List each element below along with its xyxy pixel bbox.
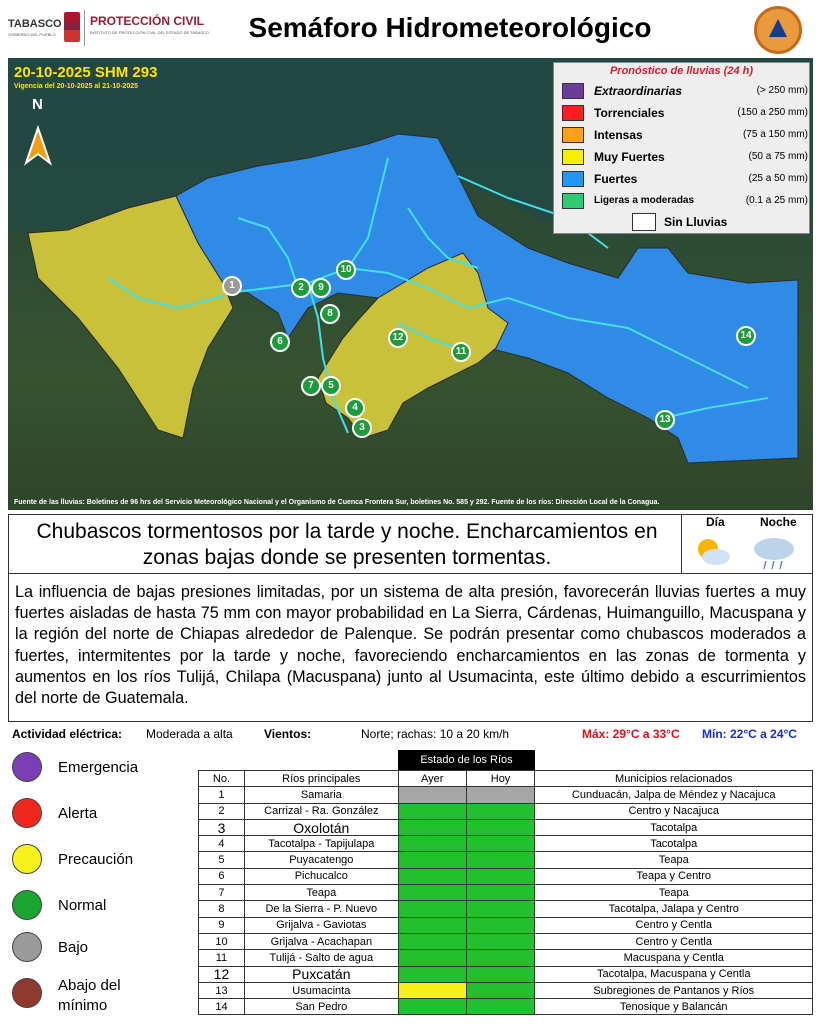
tabasco-logo-mark xyxy=(64,12,80,42)
civil-protection-seal-icon xyxy=(754,6,802,54)
wind-label: Vientos: xyxy=(264,727,312,741)
legend-item-fuertes xyxy=(562,169,808,189)
legend-swatch xyxy=(632,213,656,231)
table-row xyxy=(199,999,813,1015)
river-name-cell: Pichucalco xyxy=(244,868,398,884)
col-header-today: Hoy xyxy=(466,771,535,787)
status-today-cell xyxy=(466,982,535,998)
river-marker-5: 5 xyxy=(321,376,341,396)
river-number-cell: 8 xyxy=(199,901,245,917)
river-name-cell: San Pedro xyxy=(244,999,398,1015)
status-label: Bajo xyxy=(58,939,89,956)
status-yesterday-cell xyxy=(398,999,466,1015)
status-yesterday-cell xyxy=(398,819,466,835)
status-today-cell xyxy=(466,787,535,803)
status-yesterday-cell xyxy=(398,901,466,917)
status-dot xyxy=(12,844,42,874)
legend-swatch xyxy=(562,127,584,143)
river-name-cell: Oxolotán xyxy=(244,819,398,835)
river-name-cell: Puxcatán xyxy=(244,966,398,982)
river-marker-4: 4 xyxy=(345,398,365,418)
sun-cloud-icon xyxy=(698,539,730,565)
legend-range: (25 a 50 mm) xyxy=(748,173,808,184)
electric-activity-value: Moderada a alta xyxy=(146,727,233,741)
legend-label: Sin Lluvias xyxy=(664,215,728,229)
proteccion-civil-logo xyxy=(90,14,210,35)
legend-label: Ligeras a moderadas xyxy=(594,195,695,206)
status-yesterday-cell xyxy=(398,803,466,819)
status-label: Alerta xyxy=(58,805,98,822)
status-today-cell xyxy=(466,819,535,835)
status-yesterday-cell xyxy=(398,917,466,933)
table-row xyxy=(199,950,813,966)
river-name-cell: Usumacinta xyxy=(244,982,398,998)
river-status-table xyxy=(198,770,813,1015)
status-today-cell xyxy=(466,966,535,982)
proteccion-civil-logo-subtext: INSTITUTO DE PROTECCIÓN CIVIL DEL ESTADO DE TABASCO xyxy=(90,30,209,35)
river-number-cell: 4 xyxy=(199,836,245,852)
table-row xyxy=(199,787,813,803)
municipalities-cell: Teapa xyxy=(535,852,813,868)
status-label: Emergencia xyxy=(58,759,139,776)
legend-swatch xyxy=(562,149,584,165)
bulletin-id: 20-10-2025 SHM 293 xyxy=(14,64,158,81)
legend-swatch xyxy=(562,83,584,99)
table-row xyxy=(199,868,813,884)
table-row xyxy=(199,933,813,949)
legend-label: Torrenciales xyxy=(594,106,665,120)
river-marker-2: 2 xyxy=(291,278,311,298)
status-label: Normal xyxy=(58,897,107,914)
forecast-description: La influencia de bajas presiones limitadas, por un sistema de alta presión, favorecerán lluvias fuertes a muy fuertes aisladas de hasta 75 mm con mayor probabilidad en La Sierra, Cárdenas, Huimanguillo, Macuspana y la región del norte de Chiapas alrededor de Palenque. Se podrán presentar como chubascos moderados a fuertes, intermitentes por la tarde y noche, favoreciendo encharcamientos en las zonas de tormenta y aumentos en los ríos Tulijá, Chilapa (Macuspana) junto al Usumacinta, este último debido a escurrimientos del norte de Guatemala. xyxy=(8,574,813,722)
river-number-cell: 10 xyxy=(199,933,245,949)
municipalities-cell: Centro y Centla xyxy=(535,933,813,949)
status-yesterday-cell xyxy=(398,868,466,884)
municipalities-cell: Teapa xyxy=(535,885,813,901)
forecast-summary: Chubascos tormentosos por la tarde y noche. Encharcamientos en zonas bajas donde se presenten tormentas. xyxy=(36,520,658,569)
table-row xyxy=(199,803,813,819)
river-marker-13: 13 xyxy=(655,410,675,430)
legend-range: (0.1 a 25 mm) xyxy=(745,195,808,206)
table-header-row xyxy=(199,771,813,787)
legend-item-torrenciales xyxy=(562,103,808,123)
status-yesterday-cell xyxy=(398,885,466,901)
status-dot xyxy=(12,978,42,1008)
legend-item-intensas xyxy=(562,125,808,145)
river-number-cell: 7 xyxy=(199,885,245,901)
municipalities-cell: Tacotalpa xyxy=(535,836,813,852)
map-source-note: Fuente de las lluvias: Boletines de 96 hrs del Servicio Meteorológico Nacional y el Organismo de Cuenca Frontera Sur, boletines No. 585 y 292. Fuente de los ríos: Dirección Local de la Conagua. xyxy=(14,499,660,506)
river-marker-9: 9 xyxy=(311,278,331,298)
river-number-cell: 2 xyxy=(199,803,245,819)
rain-legend-title: Pronóstico de lluvias (24 h) xyxy=(609,65,754,77)
tabasco-logo-subtext: GOBIERNO DEL PUEBLO xyxy=(8,32,56,37)
river-status-title: Estado de los Ríos xyxy=(398,750,535,770)
legend-range: (75 a 150 mm) xyxy=(742,129,808,140)
river-number-cell: 5 xyxy=(199,852,245,868)
river-number-cell: 12 xyxy=(199,966,245,982)
river-name-cell: Teapa xyxy=(244,885,398,901)
validity-period: Vigencia del 20-10-2025 al 21-10-2025 xyxy=(14,83,139,90)
rain-legend xyxy=(553,62,810,234)
weather-icons xyxy=(682,529,813,573)
river-number-cell: 1 xyxy=(199,787,245,803)
river-marker-8: 8 xyxy=(320,304,340,324)
river-marker-10: 10 xyxy=(336,260,356,280)
day-night-panel xyxy=(681,515,812,573)
north-label: N xyxy=(32,96,43,113)
table-row xyxy=(199,885,813,901)
status-yesterday-cell xyxy=(398,787,466,803)
municipalities-cell: Teapa y Centro xyxy=(535,868,813,884)
header-divider xyxy=(84,10,85,46)
status-yesterday-cell xyxy=(398,933,466,949)
col-header-municipalities: Municipios relacionados xyxy=(535,771,813,787)
table-row xyxy=(199,901,813,917)
status-yesterday-cell xyxy=(398,966,466,982)
river-marker-3: 3 xyxy=(352,418,372,438)
wind-value: Norte; rachas: 10 a 20 km/h xyxy=(361,727,510,741)
page-title: Semáforo Hidrometeorológico xyxy=(248,12,652,43)
table-row xyxy=(199,982,813,998)
table-row xyxy=(199,836,813,852)
river-name-cell: Grijalva - Gaviotas xyxy=(244,917,398,933)
status-today-cell xyxy=(466,917,535,933)
river-name-cell: Tulijá - Salto de agua xyxy=(244,950,398,966)
river-name-cell: Tacotalpa - Tapijulapa xyxy=(244,836,398,852)
municipalities-cell: Tenosique y Balancán xyxy=(535,999,813,1015)
municipalities-cell: Tacotalpa, Macuspana y Centla xyxy=(535,966,813,982)
status-today-cell xyxy=(466,933,535,949)
legend-swatch xyxy=(562,193,584,209)
river-name-cell: Carrizal - Ra. González xyxy=(244,803,398,819)
municipalities-cell: Macuspana y Centla xyxy=(535,950,813,966)
river-number-cell: 6 xyxy=(199,868,245,884)
status-today-cell xyxy=(466,999,535,1015)
status-dot xyxy=(12,752,42,782)
status-yesterday-cell xyxy=(398,852,466,868)
status-today-cell xyxy=(466,885,535,901)
status-dot xyxy=(12,798,42,828)
electric-activity-label: Actividad eléctrica: xyxy=(12,727,123,741)
col-header-yesterday: Ayer xyxy=(398,771,466,787)
status-today-cell xyxy=(466,836,535,852)
col-header-no: No. xyxy=(199,771,245,787)
river-marker-7: 7 xyxy=(301,376,321,396)
status-yesterday-cell xyxy=(398,982,466,998)
tabasco-logo xyxy=(8,12,80,48)
tabasco-logo-text: TABASCO xyxy=(8,18,62,30)
municipalities-cell: Tacotalpa xyxy=(535,819,813,835)
table-row xyxy=(199,819,813,835)
status-today-cell xyxy=(466,852,535,868)
status-today-cell xyxy=(466,868,535,884)
river-number-cell: 13 xyxy=(199,982,245,998)
legend-label: Fuertes xyxy=(594,172,638,186)
forecast-map xyxy=(8,58,813,510)
status-label: Precaución xyxy=(58,851,134,868)
municipalities-cell: Centro y Centla xyxy=(535,917,813,933)
legend-label: Intensas xyxy=(594,128,643,142)
legend-item-extraordinarias xyxy=(562,81,808,101)
river-name-cell: Grijalva - Acachapan xyxy=(244,933,398,949)
night-label: Noche xyxy=(760,515,797,529)
max-temperature: Máx: 29°C a 33°C xyxy=(582,727,680,741)
legend-item-ligeras xyxy=(562,191,808,211)
legend-range: (150 a 250 mm) xyxy=(737,107,808,118)
legend-item-muy-fuertes xyxy=(562,147,808,167)
river-name-cell: De la Sierra - P. Nuevo xyxy=(244,901,398,917)
status-yesterday-cell xyxy=(398,836,466,852)
river-name-cell: Samaria xyxy=(244,787,398,803)
status-today-cell xyxy=(466,901,535,917)
legend-label: Extraordinarias xyxy=(594,84,683,98)
table-row xyxy=(199,917,813,933)
legend-label: Muy Fuertes xyxy=(594,150,665,164)
river-number-cell: 14 xyxy=(199,999,245,1015)
proteccion-civil-logo-text: PROTECCIÓN CIVIL xyxy=(90,14,205,28)
municipalities-cell: Tacotalpa, Jalapa y Centro xyxy=(535,901,813,917)
table-row xyxy=(199,966,813,982)
status-yesterday-cell xyxy=(398,950,466,966)
status-today-cell xyxy=(466,803,535,819)
status-label: Abajo del mínimo xyxy=(58,977,121,1014)
min-temperature: Mín: 22°C a 24°C xyxy=(702,727,797,741)
forecast-summary-box xyxy=(8,514,813,574)
conditions-bar xyxy=(8,724,813,744)
river-marker-6: 6 xyxy=(270,332,290,352)
status-dot xyxy=(12,890,42,920)
municipalities-cell: Subregiones de Pantanos y Ríos xyxy=(535,982,813,998)
river-marker-1: 1 xyxy=(222,276,242,296)
status-dot xyxy=(12,932,42,962)
municipalities-cell: Cunduacán, Jalpa de Méndez y Nacajuca xyxy=(535,787,813,803)
river-marker-12: 12 xyxy=(388,328,408,348)
river-name-cell: Puyacatengo xyxy=(244,852,398,868)
legend-range: (50 a 75 mm) xyxy=(748,151,808,162)
legend-swatch xyxy=(562,171,584,187)
legend-swatch xyxy=(562,105,584,121)
river-number-cell: 3 xyxy=(199,819,245,835)
status-today-cell xyxy=(466,950,535,966)
river-number-cell: 9 xyxy=(199,917,245,933)
river-marker-14: 14 xyxy=(736,326,756,346)
header xyxy=(0,0,819,58)
table-row xyxy=(199,852,813,868)
col-header-river: Ríos principales xyxy=(244,771,398,787)
legend-range: (> 250 mm) xyxy=(756,85,808,96)
river-marker-11: 11 xyxy=(451,342,471,362)
river-number-cell: 11 xyxy=(199,950,245,966)
rain-cloud-icon xyxy=(754,538,794,569)
municipalities-cell: Centro y Nacajuca xyxy=(535,803,813,819)
day-label: Día xyxy=(706,515,725,529)
